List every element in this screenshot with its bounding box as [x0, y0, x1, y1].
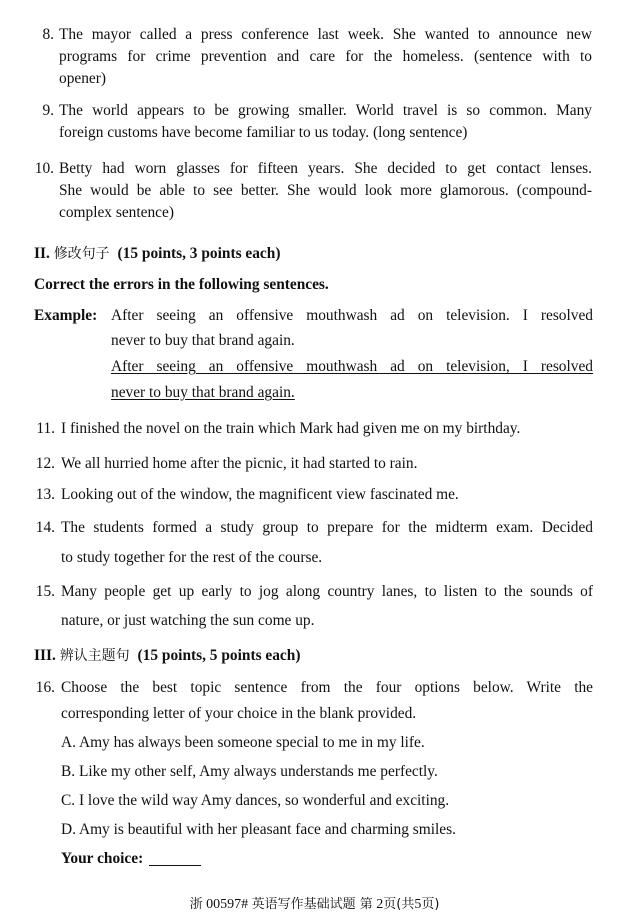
section-2-instruction: Correct the errors in the following sentences.	[34, 276, 329, 293]
section-2-chinese-title: 修改句子	[53, 246, 110, 262]
section-2-points: (15 points, 3 points each)	[117, 245, 281, 262]
q13-line-1: Looking out of the window, the magnificent view fascinated me.	[61, 486, 459, 503]
your-choice-label: Your choice:	[61, 850, 144, 867]
q11-line-1: I finished the novel on the train which Mark had given me on my birthday.	[61, 420, 521, 437]
q12-number: 12.	[35, 455, 55, 472]
q9-line-1: The world appears to be growing smaller. World travel is so common. Many	[59, 102, 592, 119]
footer-page: 2	[376, 897, 384, 912]
footer-code: 00597#	[206, 897, 249, 912]
q16-line-2: corresponding letter of your choice in the blank provided.	[61, 705, 417, 722]
example-line-1: After seeing an offensive mouthwash ad on television. I resolved	[111, 307, 593, 324]
q10-number: 10.	[34, 160, 54, 177]
section-2-heading	[34, 244, 280, 264]
q14-number: 14.	[35, 519, 55, 536]
section-3-roman: III.	[34, 647, 56, 664]
option-c: C. I love the wild way Amy dances, so wonderful and exciting.	[61, 792, 450, 809]
answer-blank[interactable]	[149, 851, 201, 866]
q8-line-2: programs for crime prevention and care for the homeless. (sentence with to	[59, 48, 592, 65]
footer-total-prefix: 页(共	[383, 897, 415, 912]
q12-line-1: We all hurried home after the picnic, it had started to rain.	[61, 455, 418, 472]
option-a: A. Amy has always been someone special to me in my life.	[61, 734, 425, 751]
footer-total-suffix: 页)	[421, 897, 440, 912]
q16-line-1: Choose the best topic sentence from the four options below. Write the	[61, 679, 593, 696]
your-choice-row	[61, 849, 201, 869]
q8-number: 8.	[42, 26, 54, 43]
section-3-chinese-title: 辨认主题句	[59, 648, 130, 664]
example-answer-line-1: After seeing an offensive mouthwash ad on television, I resolved	[111, 358, 593, 375]
q8-line-3: opener)	[59, 70, 106, 87]
q10-line-1: Betty had worn glasses for fifteen years. She decided to get contact lenses.	[59, 160, 592, 177]
q10-line-2: She would be able to see better. She would look more glamorous. (compound-	[59, 182, 592, 199]
q14-line-2: to study together for the rest of the course.	[61, 549, 323, 566]
option-d: D. Amy is beautiful with her pleasant face and charming smiles.	[61, 821, 456, 838]
footer-province: 浙	[189, 897, 203, 912]
section-2-roman: II.	[34, 245, 50, 262]
footer-title: 英语写作基础试题 第	[251, 897, 373, 912]
section-3-heading	[34, 646, 300, 666]
section-3-points: (15 points, 5 points each)	[137, 647, 301, 664]
q13-number: 13.	[35, 486, 55, 503]
q10-line-3: complex sentence)	[59, 204, 174, 221]
example-line-2: never to buy that brand again.	[111, 332, 295, 349]
q16-number: 16.	[35, 679, 55, 696]
page-footer	[0, 896, 629, 914]
option-b: B. Like my other self, Amy always understands me perfectly.	[61, 763, 438, 780]
q11-number: 11.	[36, 420, 55, 437]
example-answer-line-2: never to buy that brand again.	[111, 384, 295, 401]
q14-line-1: The students formed a study group to prepare for the midterm exam. Decided	[61, 519, 593, 536]
q15-line-2: nature, or just watching the sun come up.	[61, 612, 315, 629]
q9-line-2: foreign customs have become familiar to us today. (long sentence)	[59, 124, 468, 141]
q15-line-1: Many people get up early to jog along country lanes, to listen to the sounds of	[61, 583, 593, 600]
footer-total: 5	[414, 897, 422, 912]
q8-line-1: The mayor called a press conference last week. She wanted to announce new	[59, 26, 592, 43]
q15-number: 15.	[35, 583, 55, 600]
q9-number: 9.	[42, 102, 54, 119]
example-label: Example:	[34, 307, 98, 324]
